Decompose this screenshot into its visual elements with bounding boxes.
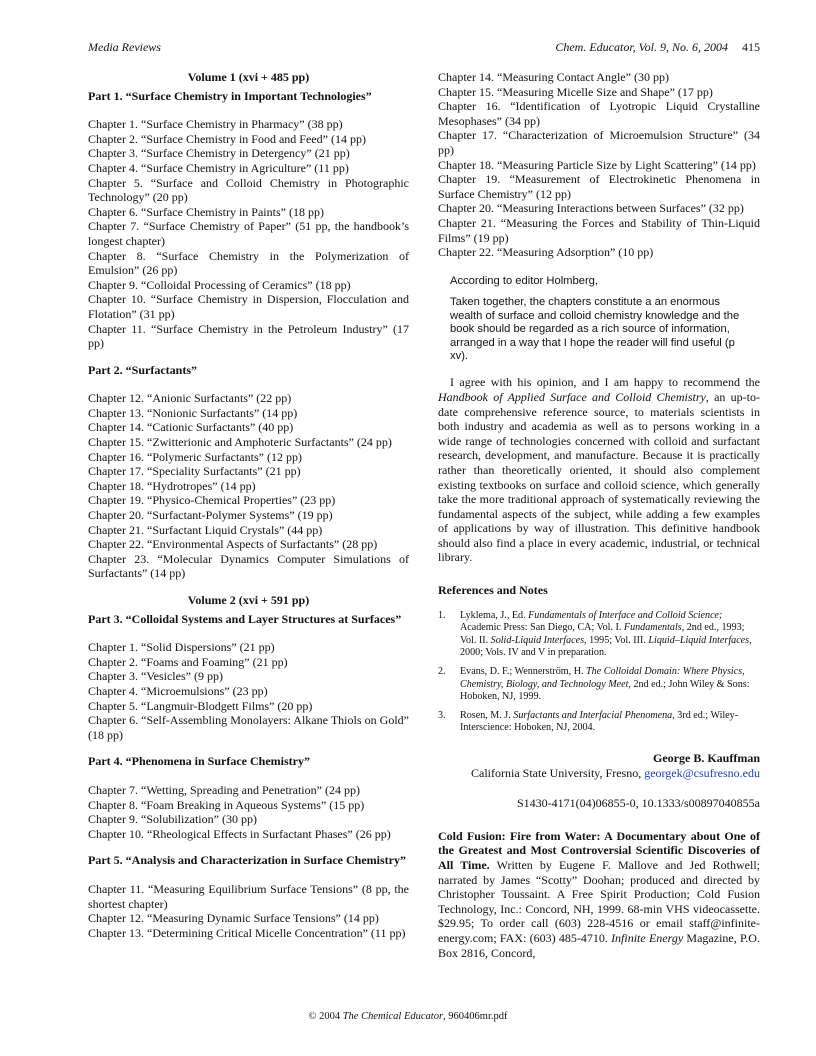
reviewer-email-link[interactable]: georgek@csufresno.edu <box>644 765 760 780</box>
chapter-entry: Chapter 8. “Surface Chemistry in the Polymerization of Emulsion” (26 pp) <box>88 248 409 278</box>
footer-file: , 960406mr.pdf <box>443 1011 508 1022</box>
paragraph-text: I agree with his opinion, and I am happy to recommend the <box>450 375 760 390</box>
chapter-entry: Chapter 12. “Anionic Surfactants” (22 pp) <box>88 391 292 406</box>
editor-quote: Taken together, the chapters constitute a an enormous wealth of surface and colloid chemistry knowledge and the book should be regarded as a rich source of information, arranged in a way that I hope the reader will find useful (p xv). <box>450 296 740 362</box>
page-number: 415 <box>742 40 760 54</box>
chapter-entry: Chapter 10. “Rheological Effects in Surfactant Phases” (26 pp) <box>88 826 391 841</box>
chapter-entry: Chapter 4. “Microemulsions” (23 pp) <box>88 683 268 698</box>
chapter-entry: Chapter 6. “Surface Chemistry in Paints” (18 pp) <box>88 204 324 219</box>
chapter-entry: Chapter 1. “Surface Chemistry in Pharmacy” (38 pp) <box>88 117 343 132</box>
chapter-entry: Chapter 22. “Environmental Aspects of Surfactants” (28 pp) <box>88 537 378 552</box>
chapter-entry: Chapter 22. “Measuring Adsorption” (10 pp) <box>438 245 654 260</box>
references-heading: References and Notes <box>438 583 548 598</box>
reference-part: Lyklema, J., Ed. <box>460 609 529 621</box>
reference-text <box>460 666 760 704</box>
chapter-entry: Chapter 1. “Solid Dispersions” (21 pp) <box>88 640 275 655</box>
chapter-entry: Chapter 14. “Cationic Surfactants” (40 pp) <box>88 420 294 435</box>
footer-journal: The Chemical Educator <box>342 1011 444 1022</box>
magazine-title: Infinite Energy <box>611 930 684 945</box>
reference-text <box>460 710 760 735</box>
reference-part: Fundamentals <box>623 622 682 634</box>
paragraph-text: , an up-to-date comprehensive reference source, to materials scientists in both industry and academia as well as to persons working in a wide range of technologies concerned with colloid and surfactant research, development, and manufacture. Because it is practically rather than theoretically oriented, it should also complement existing textbooks on surface and colloid science, which generally take the more traditional approach of systematically reviewing the fundamental aspects of the subject, while adding a few examples of applications by way of illustration. This definitive handbook should also find a place in every academic, industrial, or technical library. <box>438 389 760 565</box>
part-2-chapter-list <box>88 391 409 581</box>
review-body: Written by Eugene F. Mallove and Jed Rothwell; narrated by James “Scotty” Doohan; produced and directed by Christopher Toussaint. A Free Spirit Production; Cold Fusion Technology, Inc.: Concord, NH, 1999. 68-min VHS videocassette. $29.95; To order call (603) 228-4516 or email staff@infinite-energy.com; FAX: (603) 485-4710. <box>438 857 760 945</box>
reviewer-name: George B. Kauffman <box>653 751 760 765</box>
chapter-entry: Chapter 16. “Identification of Lyotropic Liquid Crystalline Mesophases” (34 pp) <box>438 99 760 128</box>
chapter-entry: Chapter 6. “Self-Assembling Monolayers: Alkane Thiols on Gold” (18 pp) <box>88 713 409 742</box>
chapter-entry: Chapter 7. “Wetting, Spreading and Penetration” (24 pp) <box>88 782 360 797</box>
chapter-entry: Chapter 15. “Measuring Micelle Size and Shape” (17 pp) <box>438 84 713 99</box>
chapter-entry: Chapter 10. “Surface Chemistry in Dispersion, Flocculation and Flotation” (31 pp) <box>88 292 409 321</box>
part-5-chapter-list <box>88 882 409 940</box>
journal-citation: Chem. Educator, Vol. 9, No. 6, 2004 <box>555 40 728 54</box>
chapter-entry: Chapter 18. “Hydrotropes” (14 pp) <box>88 478 256 493</box>
volume-1-title: Volume 1 (xvi + 485 pp) <box>187 70 310 84</box>
part-1-chapter-list <box>88 117 409 351</box>
chapter-entry: Chapter 21. “Surfactant Liquid Crystals” (44 pp) <box>88 522 323 537</box>
signature <box>438 751 760 780</box>
reference-number: 3. <box>438 709 446 721</box>
part-4-title: Part 4. “Phenomena in Surface Chemistry” <box>88 754 310 769</box>
reference-part: Academic Press: San Diego, CA; Vol. I. <box>460 622 624 634</box>
reference-text <box>460 610 760 660</box>
running-header-left: Media Reviews <box>88 40 161 54</box>
chapter-entry: Chapter 14. “Measuring Contact Angle” (30 pp) <box>438 70 669 84</box>
chapter-entry: Chapter 12. “Measuring Dynamic Surface Tensions” (14 pp) <box>88 911 379 926</box>
review-paragraph <box>438 375 760 565</box>
reference-number: 2. <box>438 666 446 678</box>
chapter-entry: Chapter 2. “Foams and Foaming” (21 pp) <box>88 654 288 669</box>
reference-item <box>438 710 760 735</box>
reviewer-affiliation <box>438 766 760 781</box>
chapter-entry: Chapter 15. “Zwitterionic and Amphoteric Surfactants” (24 pp) <box>88 435 392 450</box>
chapter-entry: Chapter 9. “Solubilization” (30 pp) <box>88 812 257 827</box>
volume-2-title: Volume 2 (xvi + 591 pp) <box>187 593 310 607</box>
reference-part: 2nd ed.; John Wiley & Sons: Hoboken, NJ, 1999. <box>460 678 750 703</box>
chapter-entry: Chapter 19. “Measurement of Electrokinetic Phenomena in Surface Chemistry” (12 pp) <box>438 172 760 201</box>
reference-item <box>438 610 760 660</box>
reference-part: The Colloidal Domain: Where Physics, Chemistry, Biology, and Technology Meet, <box>460 666 745 690</box>
part-4-chapter-list <box>88 783 409 841</box>
reference-item <box>438 666 760 704</box>
chapter-entry: Chapter 23. “Molecular Dynamics Computer Simulations of Surfactants” (14 pp) <box>88 551 409 581</box>
doi-code: S1430-4171(04)06855-0, 10.1333/s00897040855a <box>517 796 760 811</box>
part-2-title: Part 2. “Surfactants” <box>88 362 197 377</box>
reference-number: 1. <box>438 609 446 621</box>
reference-part: Liquid–Liquid Interfaces <box>648 634 750 646</box>
chapter-entry: Chapter 20. “Surfactant-Polymer Systems” (19 pp) <box>88 508 333 523</box>
chapter-entry: Chapter 16. “Polymeric Surfactants” (12 pp) <box>88 449 302 464</box>
chapter-entry: Chapter 21. “Measuring the Forces and Stability of Thin-Liquid Films” (19 pp) <box>438 215 760 245</box>
chapter-entry: Chapter 5. “Surface and Colloid Chemistry in Photographic Technology” (20 pp) <box>88 175 409 205</box>
reference-part: , 2000; Vols. IV and V in preparation. <box>460 634 752 659</box>
part-1-title: Part 1. “Surface Chemistry in Important Technologies” <box>88 88 372 103</box>
right-column <box>438 70 760 960</box>
next-review <box>438 829 760 960</box>
reference-part: Rosen, M. J. <box>460 709 514 721</box>
chapter-entry: Chapter 11. “Measuring Equilibrium Surface Tensions” (8 pp, the shortest chapter) <box>88 881 409 911</box>
chapter-entry: Chapter 7. “Surface Chemistry of Paper” (51 pp, the handbook’s longest chapter) <box>88 219 409 248</box>
part-3-chapter-list <box>88 640 409 742</box>
chapter-entry: Chapter 17. “Characterization of Microemulsion Structure” (34 pp) <box>438 128 760 157</box>
reference-part: Evans, D. F.; Wennerström, H. <box>460 666 587 678</box>
footer-copyright: © 2004 <box>308 1011 343 1022</box>
review-body: Magazine, P.O. Box 2816, Concord, <box>438 930 760 960</box>
reference-list <box>438 610 760 735</box>
left-column <box>88 70 409 940</box>
part-5-chapter-list-continued <box>438 70 760 260</box>
chapter-entry: Chapter 5. “Langmuir-Blodgett Films” (20 pp) <box>88 698 313 713</box>
chapter-entry: Chapter 2. “Surface Chemistry in Food and Feed” (14 pp) <box>88 131 366 146</box>
review-title: Cold Fusion: Fire from Water: A Documentary about One of the Greatest and Most Controversial Scientific Discoveries of All Time. <box>438 828 760 872</box>
reference-part: , 2nd ed., 1993; Vol. II. <box>460 622 745 646</box>
reference-part: Fundamentals of Interface and Colloid Science; <box>528 609 723 621</box>
chapter-entry: Chapter 3. “Vesicles” (9 pp) <box>88 669 223 684</box>
chapter-entry: Chapter 18. “Measuring Particle Size by Light Scattering” (14 pp) <box>438 157 756 172</box>
part-5-title: Part 5. “Analysis and Characterization in Surface Chemistry” <box>88 853 406 868</box>
chapter-entry: Chapter 11. “Surface Chemistry in the Petroleum Industry” (17 pp) <box>88 321 409 351</box>
chapter-entry: Chapter 13. “Determining Critical Micelle Concentration” (11 pp) <box>88 925 406 940</box>
reference-part: Surfactants and Interfacial Phenomena <box>513 709 673 721</box>
chapter-entry: Chapter 20. “Measuring Interactions between Surfaces” (32 pp) <box>438 201 744 216</box>
chapter-entry: Chapter 9. “Colloidal Processing of Ceramics” (18 pp) <box>88 277 351 292</box>
affiliation-text: California State University, Fresno, <box>471 765 645 780</box>
book-title: Handbook of Applied Surface and Colloid Chemistry <box>438 389 706 404</box>
reference-part: , 3rd ed.; Wiley-Interscience: Hoboken, NJ, 2004. <box>460 709 739 734</box>
running-header-right <box>555 40 760 55</box>
chapter-entry: Chapter 4. “Surface Chemistry in Agriculture” (11 pp) <box>88 160 349 175</box>
chapter-entry: Chapter 3. “Surface Chemistry in Detergency” (21 pp) <box>88 146 350 161</box>
reference-part: , 1995; Vol. III. <box>584 634 649 646</box>
chapter-entry: Chapter 8. “Foam Breaking in Aqueous Systems” (15 pp) <box>88 797 365 812</box>
chapter-entry: Chapter 19. “Physico-Chemical Properties” (23 pp) <box>88 493 336 508</box>
chapter-entry: Chapter 17. “Speciality Surfactants” (21 pp) <box>88 464 301 479</box>
page-footer <box>0 1011 816 1022</box>
chapter-entry: Chapter 13. “Nonionic Surfactants” (14 pp) <box>88 405 298 420</box>
quote-intro: According to editor Holmberg, <box>450 274 598 287</box>
reference-part: Solid-Liquid Interfaces <box>490 634 585 646</box>
part-3-title: Part 3. “Colloidal Systems and Layer Structures at Surfaces” <box>88 611 402 626</box>
